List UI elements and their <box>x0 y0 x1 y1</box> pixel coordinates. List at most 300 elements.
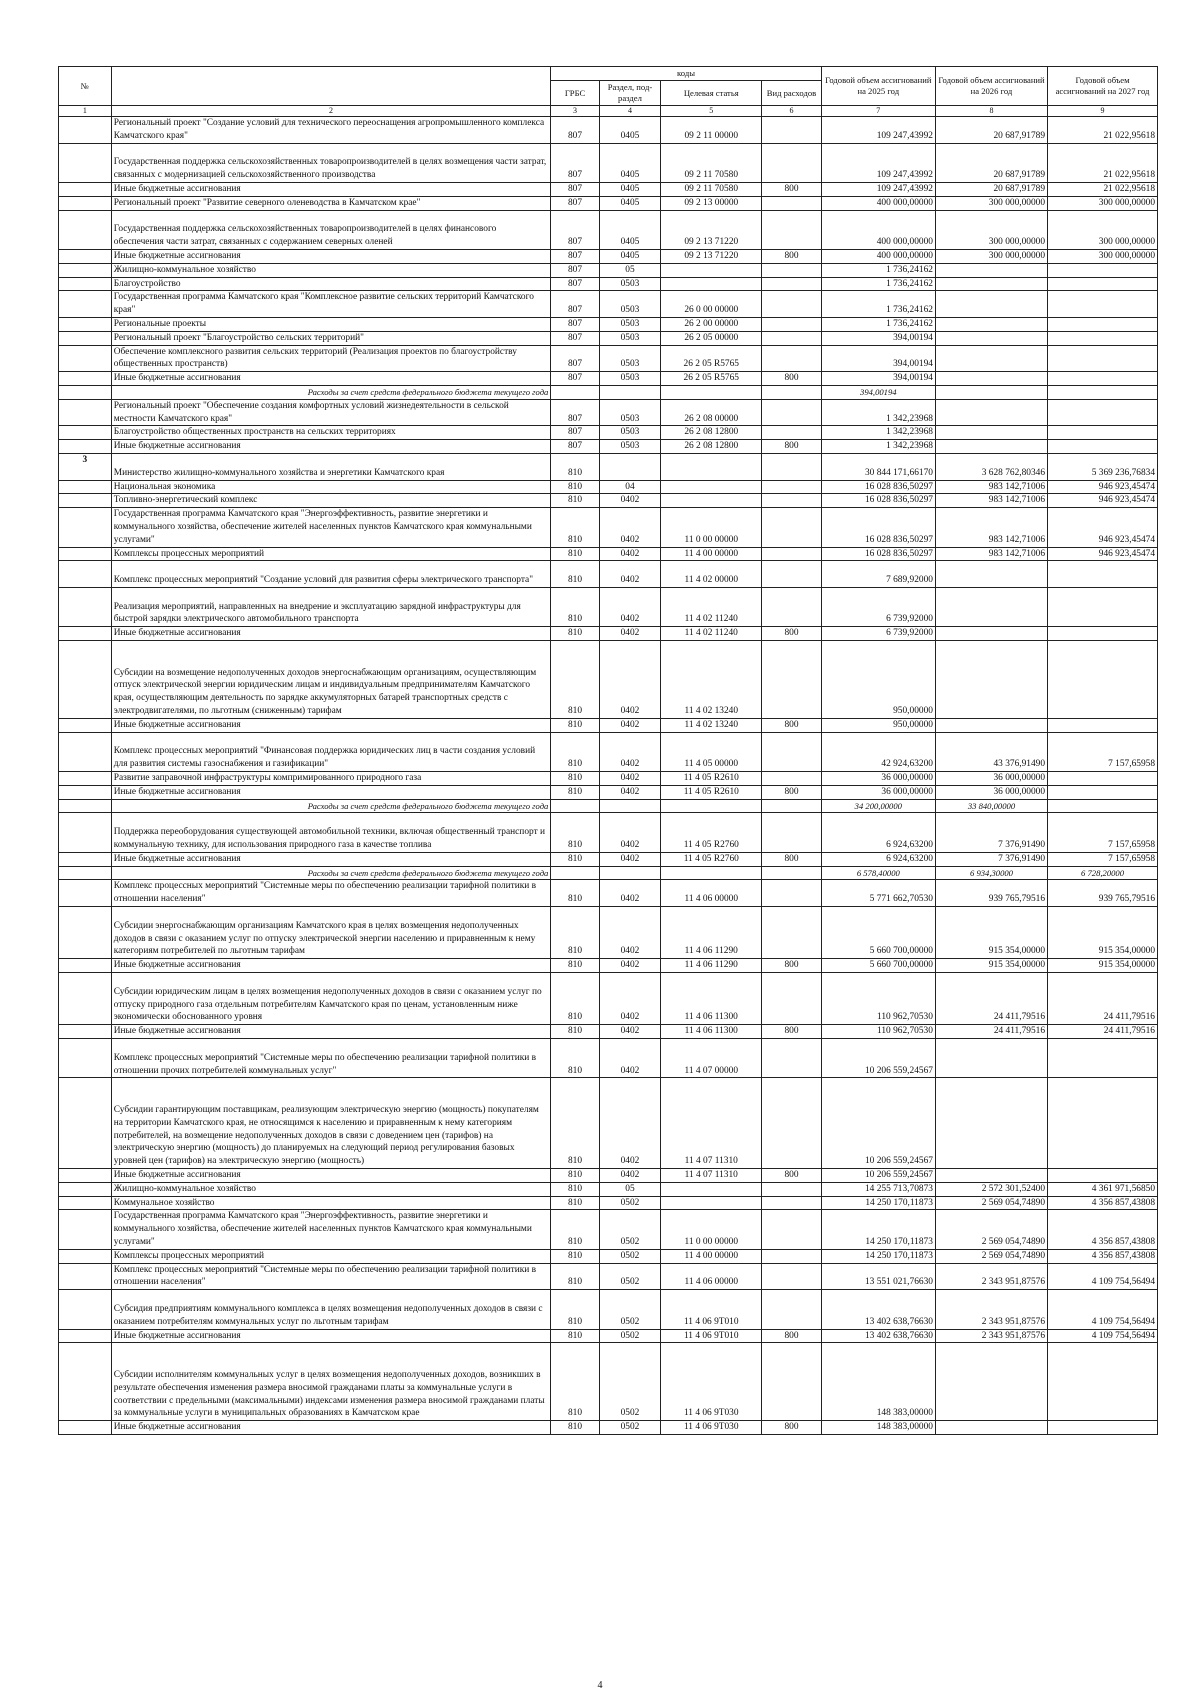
row-name: Благоустройство общественных пространств на сельских территориях <box>111 426 551 440</box>
row-vid <box>762 494 821 508</box>
row-number <box>59 1168 112 1182</box>
row-name: Расходы за счет средств федерального бюджета текущего года <box>111 866 551 880</box>
row-celevaya: 26 2 05 R5765 <box>661 345 762 372</box>
table-row <box>59 1263 1158 1290</box>
row-number <box>59 480 112 494</box>
table-row <box>59 1078 1158 1169</box>
row-number <box>59 1025 112 1039</box>
row-grbs: 807 <box>551 317 599 331</box>
row-grbs: 810 <box>551 1249 599 1263</box>
row-grbs: 810 <box>551 1039 599 1078</box>
row-amount-2025: 394,00194 <box>821 372 935 386</box>
row-name: Иные бюджетные ассигнования <box>111 1168 551 1182</box>
row-amount-2025: 36 000,00000 <box>821 785 935 799</box>
row-name: Региональный проект "Создание условий для технического переоснащения агропромышленного комплекса Камчатского края" <box>111 117 551 144</box>
row-amount-2026: 915 354,00000 <box>935 907 1047 959</box>
row-grbs: 810 <box>551 959 599 973</box>
header-num: № <box>59 67 112 106</box>
table-row <box>59 1249 1158 1263</box>
row-amount-2027 <box>1048 399 1158 426</box>
row-amount-2026 <box>935 1168 1047 1182</box>
row-celevaya: 11 4 07 00000 <box>661 1039 762 1078</box>
table-row <box>59 210 1158 249</box>
row-razdel: 0402 <box>599 732 661 771</box>
row-name: Государственная программа Камчатского края "Энергоэффективность, развитие энергетики и коммунального хозяйства, обеспечение жителей населенных пунктов Камчатского края коммунальными услугами" <box>111 1210 551 1249</box>
row-grbs <box>551 385 599 399</box>
row-name: Государственная программа Камчатского края "Комплексное развитие сельских территорий Камчатского края" <box>111 291 551 318</box>
row-name: Субсидии исполнителям коммунальных услуг в целях возмещения недополученных доходов, возникших в результате обеспечения изменения размера вносимой гражданами платы за коммунальные услуги в соответствии с предельными (максимальными) индексами изменения размера вносимой гражданами платы за коммунальные услуги в муниципальных образованиях в Камчатском крае <box>111 1343 551 1421</box>
header-celevaya: Целевая статья <box>661 81 762 106</box>
row-name: Иные бюджетные ассигнования <box>111 440 551 454</box>
row-amount-2027 <box>1048 317 1158 331</box>
row-name: Комплекс процессных мероприятий "Создание условий для развития сферы электрического транспорта" <box>111 561 551 588</box>
row-grbs: 807 <box>551 143 599 182</box>
budget-table <box>58 66 1158 1435</box>
row-razdel <box>599 799 661 813</box>
row-celevaya: 11 4 02 13240 <box>661 718 762 732</box>
row-vid <box>762 587 821 626</box>
row-razdel: 0402 <box>599 1039 661 1078</box>
row-razdel: 0503 <box>599 291 661 318</box>
row-amount-2027 <box>1048 772 1158 786</box>
row-grbs: 810 <box>551 718 599 732</box>
row-amount-2027 <box>1048 1421 1158 1435</box>
row-amount-2026 <box>935 385 1047 399</box>
row-amount-2027: 946 923,45474 <box>1048 547 1158 561</box>
row-amount-2025: 394,00194 <box>821 345 935 372</box>
table-row <box>59 263 1158 277</box>
row-razdel: 0503 <box>599 426 661 440</box>
row-amount-2025: 1 342,23968 <box>821 440 935 454</box>
row-celevaya <box>661 799 762 813</box>
row-amount-2025: 10 206 559,24567 <box>821 1078 935 1169</box>
row-amount-2026: 2 569 054,74890 <box>935 1196 1047 1210</box>
row-vid: 800 <box>762 1329 821 1343</box>
row-amount-2026: 2 343 951,87576 <box>935 1263 1047 1290</box>
row-amount-2027: 7 157,65958 <box>1048 732 1158 771</box>
row-grbs: 807 <box>551 263 599 277</box>
row-celevaya: 09 2 13 71220 <box>661 210 762 249</box>
row-vid: 800 <box>762 1168 821 1182</box>
row-name: Комплекс процессных мероприятий "Системные меры по обеспечению реализации тарифной политики в отношении населения" <box>111 880 551 907</box>
row-celevaya: 11 4 00 00000 <box>661 547 762 561</box>
table-row <box>59 1290 1158 1329</box>
row-amount-2026 <box>935 1078 1047 1169</box>
table-row <box>59 508 1158 547</box>
row-celevaya <box>661 277 762 291</box>
row-amount-2025: 6 924,63200 <box>821 852 935 866</box>
row-number <box>59 1329 112 1343</box>
table-row <box>59 718 1158 732</box>
row-number <box>59 1263 112 1290</box>
row-number <box>59 627 112 641</box>
row-amount-2027: 24 411,79516 <box>1048 973 1158 1025</box>
column-index: 3 <box>551 106 599 117</box>
row-number <box>59 785 112 799</box>
table-row <box>59 813 1158 852</box>
row-vid <box>762 880 821 907</box>
row-amount-2025: 1 342,23968 <box>821 426 935 440</box>
row-amount-2026: 939 765,79516 <box>935 880 1047 907</box>
row-amount-2026: 300 000,00000 <box>935 196 1047 210</box>
row-grbs: 810 <box>551 1329 599 1343</box>
row-celevaya: 11 4 06 00000 <box>661 880 762 907</box>
table-row <box>59 117 1158 144</box>
row-razdel <box>599 385 661 399</box>
row-amount-2027 <box>1048 627 1158 641</box>
row-name: Коммунальное хозяйство <box>111 1196 551 1210</box>
table-row <box>59 785 1158 799</box>
row-name: Иные бюджетные ассигнования <box>111 182 551 196</box>
row-razdel: 0503 <box>599 345 661 372</box>
row-razdel: 04 <box>599 480 661 494</box>
row-amount-2025: 148 383,00000 <box>821 1421 935 1435</box>
row-grbs: 810 <box>551 1078 599 1169</box>
row-number <box>59 508 112 547</box>
column-index: 8 <box>935 106 1047 117</box>
row-amount-2026: 7 376,91490 <box>935 813 1047 852</box>
row-celevaya: 11 4 06 11290 <box>661 907 762 959</box>
table-row <box>59 973 1158 1025</box>
row-amount-2027 <box>1048 372 1158 386</box>
row-amount-2026 <box>935 641 1047 719</box>
table-row <box>59 1196 1158 1210</box>
row-name: Национальная экономика <box>111 480 551 494</box>
row-razdel: 0402 <box>599 561 661 588</box>
row-razdel: 0405 <box>599 117 661 144</box>
row-vid <box>762 317 821 331</box>
row-vid <box>762 1249 821 1263</box>
row-number <box>59 813 112 852</box>
row-amount-2027: 946 923,45474 <box>1048 508 1158 547</box>
row-celevaya: 26 2 05 R5765 <box>661 372 762 386</box>
row-amount-2026 <box>935 718 1047 732</box>
row-amount-2027 <box>1048 291 1158 318</box>
row-amount-2026 <box>935 1343 1047 1421</box>
table-row <box>59 772 1158 786</box>
row-razdel: 0402 <box>599 718 661 732</box>
row-grbs: 810 <box>551 852 599 866</box>
row-amount-2027 <box>1048 263 1158 277</box>
row-name: Министерство жилищно-коммунального хозяйства и энергетики Камчатского края <box>111 453 551 480</box>
row-grbs: 810 <box>551 1196 599 1210</box>
row-razdel: 0502 <box>599 1329 661 1343</box>
table-row <box>59 196 1158 210</box>
table-row <box>59 249 1158 263</box>
row-grbs: 810 <box>551 587 599 626</box>
row-grbs: 810 <box>551 453 599 480</box>
row-amount-2026: 2 569 054,74890 <box>935 1210 1047 1249</box>
row-amount-2026 <box>935 561 1047 588</box>
column-index-row <box>59 106 1158 117</box>
row-name: Реализация мероприятий, направленных на внедрение и эксплуатацию зарядной инфраструктуры для быстрой зарядки электрического автомобильного транспорта <box>111 587 551 626</box>
row-celevaya: 09 2 11 00000 <box>661 117 762 144</box>
row-amount-2027: 300 000,00000 <box>1048 196 1158 210</box>
column-index: 5 <box>661 106 762 117</box>
row-vid <box>762 1182 821 1196</box>
row-vid <box>762 641 821 719</box>
row-amount-2026: 300 000,00000 <box>935 249 1047 263</box>
row-razdel: 0402 <box>599 627 661 641</box>
row-number: 3 <box>59 453 112 480</box>
row-name: Субсидии юридическим лицам в целях возмещения недополученных доходов в связи с оказанием услуг по отпуску природного газа отдельным потребителям Камчатского края по ценам, установленным ниже экономически обоснованного уровня <box>111 973 551 1025</box>
row-name: Иные бюджетные ассигнования <box>111 852 551 866</box>
row-amount-2026: 6 934,30000 <box>935 866 1047 880</box>
row-amount-2026 <box>935 1039 1047 1078</box>
row-name: Обеспечение комплексного развития сельских территорий (Реализация проектов по благоустройству общественных пространств) <box>111 345 551 372</box>
row-number <box>59 1196 112 1210</box>
row-grbs: 807 <box>551 291 599 318</box>
table-row <box>59 317 1158 331</box>
row-razdel: 0402 <box>599 772 661 786</box>
row-amount-2027 <box>1048 561 1158 588</box>
row-amount-2026: 983 142,71006 <box>935 480 1047 494</box>
row-name: Государственная поддержка сельскохозяйственных товаропроизводителей в целях возмещения части затрат, связанных с модернизацией сельскохозяйственного производства <box>111 143 551 182</box>
row-amount-2025: 1 736,24162 <box>821 263 935 277</box>
row-vid: 800 <box>762 372 821 386</box>
row-name: Иные бюджетные ассигнования <box>111 1329 551 1343</box>
table-row <box>59 494 1158 508</box>
row-vid <box>762 1210 821 1249</box>
row-amount-2026: 20 687,91789 <box>935 182 1047 196</box>
table-row <box>59 143 1158 182</box>
row-number <box>59 277 112 291</box>
row-amount-2025: 6 739,92000 <box>821 627 935 641</box>
row-amount-2026: 300 000,00000 <box>935 210 1047 249</box>
row-celevaya: 11 4 06 11290 <box>661 959 762 973</box>
row-amount-2027 <box>1048 1078 1158 1169</box>
row-vid: 800 <box>762 852 821 866</box>
row-amount-2026: 24 411,79516 <box>935 1025 1047 1039</box>
row-celevaya: 11 4 06 11300 <box>661 973 762 1025</box>
row-number <box>59 1290 112 1329</box>
row-amount-2026 <box>935 399 1047 426</box>
row-celevaya: 11 4 06 9Т010 <box>661 1290 762 1329</box>
page-number: 4 <box>597 1680 603 1691</box>
row-vid <box>762 263 821 277</box>
row-razdel: 0405 <box>599 182 661 196</box>
row-number <box>59 1210 112 1249</box>
row-amount-2025: 14 255 713,70873 <box>821 1182 935 1196</box>
row-vid <box>762 385 821 399</box>
row-amount-2025: 34 200,00000 <box>821 799 935 813</box>
row-amount-2025: 10 206 559,24567 <box>821 1168 935 1182</box>
row-number <box>59 317 112 331</box>
row-amount-2027 <box>1048 641 1158 719</box>
row-number <box>59 641 112 719</box>
row-number <box>59 959 112 973</box>
row-razdel: 0402 <box>599 547 661 561</box>
row-amount-2027: 4 109 754,56494 <box>1048 1263 1158 1290</box>
row-amount-2027: 4 356 857,43808 <box>1048 1210 1158 1249</box>
row-razdel: 0502 <box>599 1263 661 1290</box>
header-2027: Годовой объем ассигнований на 2027 год <box>1048 67 1158 106</box>
row-amount-2025: 148 383,00000 <box>821 1343 935 1421</box>
row-amount-2026 <box>935 331 1047 345</box>
row-amount-2027: 4 356 857,43808 <box>1048 1249 1158 1263</box>
row-amount-2025: 110 962,70530 <box>821 1025 935 1039</box>
row-amount-2026: 983 142,71006 <box>935 547 1047 561</box>
row-vid <box>762 813 821 852</box>
table-row <box>59 732 1158 771</box>
row-amount-2026: 983 142,71006 <box>935 508 1047 547</box>
row-amount-2025: 400 000,00000 <box>821 210 935 249</box>
row-amount-2026: 20 687,91789 <box>935 117 1047 144</box>
header-2026: Годовой объем ассигнований на 2026 год <box>935 67 1047 106</box>
column-index: 2 <box>111 106 551 117</box>
row-amount-2026 <box>935 317 1047 331</box>
row-vid: 800 <box>762 959 821 973</box>
row-number <box>59 732 112 771</box>
row-name: Иные бюджетные ассигнования <box>111 959 551 973</box>
row-amount-2026: 2 572 301,52400 <box>935 1182 1047 1196</box>
table-row <box>59 182 1158 196</box>
row-number <box>59 1343 112 1421</box>
table-row <box>59 440 1158 454</box>
row-razdel: 0502 <box>599 1196 661 1210</box>
row-vid <box>762 331 821 345</box>
row-razdel: 05 <box>599 1182 661 1196</box>
row-amount-2026: 2 343 951,87576 <box>935 1329 1047 1343</box>
federal-note-row <box>59 866 1158 880</box>
row-name: Комплекс процессных мероприятий "Системные меры по обеспечению реализации тарифной политики в отношении населения" <box>111 1263 551 1290</box>
table-row <box>59 1329 1158 1343</box>
row-celevaya <box>661 1196 762 1210</box>
row-amount-2025: 5 771 662,70530 <box>821 880 935 907</box>
row-grbs: 810 <box>551 772 599 786</box>
header-grbs: ГРБС <box>551 81 599 106</box>
table-row <box>59 1039 1158 1078</box>
table-row <box>59 561 1158 588</box>
row-number <box>59 196 112 210</box>
row-amount-2025: 13 402 638,76630 <box>821 1329 935 1343</box>
row-celevaya <box>661 494 762 508</box>
row-amount-2025: 1 736,24162 <box>821 277 935 291</box>
document-sheet <box>58 66 1158 1435</box>
row-name: Региональные проекты <box>111 317 551 331</box>
row-amount-2027: 4 109 754,56494 <box>1048 1329 1158 1343</box>
row-razdel: 0503 <box>599 372 661 386</box>
row-razdel <box>599 866 661 880</box>
row-amount-2026 <box>935 263 1047 277</box>
row-celevaya: 09 2 11 70580 <box>661 143 762 182</box>
row-number <box>59 866 112 880</box>
row-number <box>59 973 112 1025</box>
row-number <box>59 718 112 732</box>
row-number <box>59 182 112 196</box>
row-amount-2027: 915 354,00000 <box>1048 959 1158 973</box>
row-amount-2026 <box>935 1421 1047 1435</box>
header-codes: коды <box>551 67 821 81</box>
row-vid: 800 <box>762 627 821 641</box>
row-razdel: 0402 <box>599 813 661 852</box>
row-amount-2026 <box>935 426 1047 440</box>
row-razdel: 0405 <box>599 210 661 249</box>
row-razdel: 0502 <box>599 1421 661 1435</box>
row-grbs: 810 <box>551 1168 599 1182</box>
row-celevaya: 11 4 06 00000 <box>661 1263 762 1290</box>
row-grbs: 810 <box>551 547 599 561</box>
row-celevaya: 11 4 05 R2610 <box>661 785 762 799</box>
row-amount-2025: 6 739,92000 <box>821 587 935 626</box>
row-amount-2027: 6 728,20000 <box>1048 866 1158 880</box>
row-vid <box>762 799 821 813</box>
row-vid <box>762 480 821 494</box>
row-amount-2025: 42 924,63200 <box>821 732 935 771</box>
row-grbs: 807 <box>551 249 599 263</box>
row-number <box>59 852 112 866</box>
row-vid <box>762 196 821 210</box>
row-amount-2025: 110 962,70530 <box>821 973 935 1025</box>
row-amount-2025: 10 206 559,24567 <box>821 1039 935 1078</box>
row-name: Развитие заправочной инфраструктуры компримированного природного газа <box>111 772 551 786</box>
row-grbs: 807 <box>551 117 599 144</box>
row-number <box>59 587 112 626</box>
table-body <box>59 117 1158 1435</box>
row-razdel: 0405 <box>599 196 661 210</box>
row-celevaya: 09 2 13 71220 <box>661 249 762 263</box>
row-amount-2027: 7 157,65958 <box>1048 813 1158 852</box>
row-number <box>59 907 112 959</box>
row-vid <box>762 866 821 880</box>
row-amount-2027 <box>1048 440 1158 454</box>
row-grbs: 807 <box>551 372 599 386</box>
row-number <box>59 1421 112 1435</box>
row-amount-2026 <box>935 345 1047 372</box>
table-row <box>59 331 1158 345</box>
row-number <box>59 372 112 386</box>
row-amount-2025: 30 844 171,66170 <box>821 453 935 480</box>
row-celevaya <box>661 385 762 399</box>
row-amount-2025: 6 924,63200 <box>821 813 935 852</box>
table-row <box>59 453 1158 480</box>
row-amount-2026 <box>935 372 1047 386</box>
row-celevaya: 11 4 05 R2760 <box>661 852 762 866</box>
row-grbs: 807 <box>551 399 599 426</box>
row-razdel: 0502 <box>599 1290 661 1329</box>
row-razdel: 0402 <box>599 959 661 973</box>
row-vid: 800 <box>762 249 821 263</box>
row-amount-2027: 300 000,00000 <box>1048 249 1158 263</box>
row-vid <box>762 277 821 291</box>
row-celevaya: 09 2 13 00000 <box>661 196 762 210</box>
row-vid <box>762 1263 821 1290</box>
row-vid <box>762 1078 821 1169</box>
row-razdel: 0402 <box>599 1168 661 1182</box>
row-amount-2026: 24 411,79516 <box>935 973 1047 1025</box>
row-amount-2026 <box>935 440 1047 454</box>
row-amount-2025: 13 402 638,76630 <box>821 1290 935 1329</box>
row-vid <box>762 345 821 372</box>
row-celevaya: 11 4 02 11240 <box>661 627 762 641</box>
row-razdel: 05 <box>599 263 661 277</box>
row-grbs: 807 <box>551 331 599 345</box>
row-grbs: 810 <box>551 907 599 959</box>
table-row <box>59 1025 1158 1039</box>
header-vid: Вид расходов <box>762 81 821 106</box>
row-grbs: 810 <box>551 508 599 547</box>
row-razdel: 0402 <box>599 785 661 799</box>
federal-note-row <box>59 385 1158 399</box>
row-amount-2026: 915 354,00000 <box>935 959 1047 973</box>
row-amount-2027 <box>1048 718 1158 732</box>
row-vid <box>762 561 821 588</box>
row-grbs: 807 <box>551 440 599 454</box>
row-celevaya: 26 0 00 00000 <box>661 291 762 318</box>
row-grbs: 810 <box>551 480 599 494</box>
row-celevaya <box>661 480 762 494</box>
row-number <box>59 345 112 372</box>
